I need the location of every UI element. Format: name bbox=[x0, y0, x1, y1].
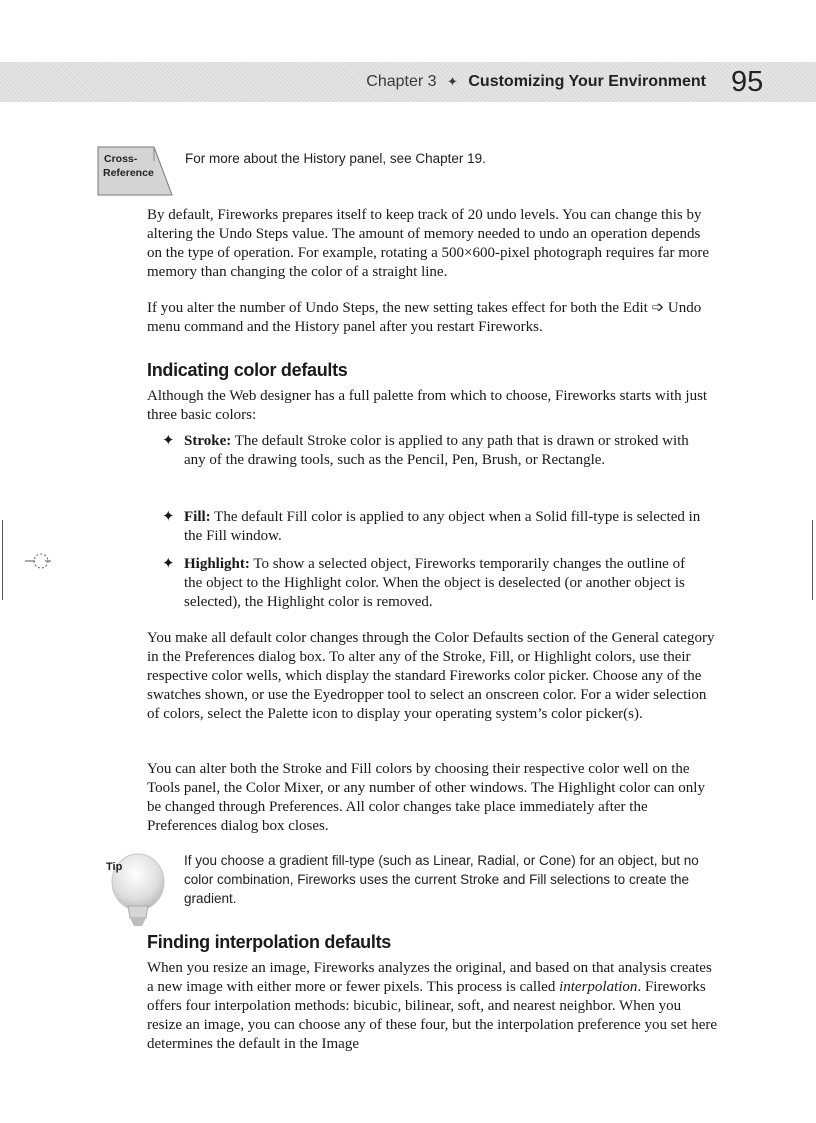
bullet-text: To show a selected object, Fireworks temporarily changes the outline of the object to the Highlight color. When the object is deselected (or another object is selected), the Highlight color is removed. bbox=[184, 556, 686, 610]
cross-reference-label-line1: Cross- bbox=[104, 153, 138, 165]
page-number: 95 bbox=[731, 66, 764, 98]
crop-mark-icon bbox=[25, 548, 51, 574]
chapter-title: Customizing Your Environment bbox=[468, 73, 706, 90]
bullet-term: Fill: bbox=[184, 509, 211, 525]
heading-interpolation-defaults: Finding interpolation defaults bbox=[147, 932, 391, 952]
cross-reference-label-line2: Reference bbox=[103, 167, 154, 179]
tip-lightbulb-icon bbox=[104, 850, 174, 932]
bullet-text: The default Stroke color is applied to any path that is drawn or stroked with any of the drawing tools, such as the Pencil, Pen, Brush, or Rectangle. bbox=[184, 433, 689, 468]
diamond-separator-icon: ✦ bbox=[447, 74, 458, 89]
heading-color-defaults: Indicating color defaults bbox=[147, 360, 348, 380]
tip-text: If you choose a gradient fill-type (such as Linear, Radial, or Cone) for an object, but no color combination, Fireworks uses the current Stroke and Fill selections to create the gradient. bbox=[184, 853, 699, 906]
cross-reference-icon bbox=[96, 143, 174, 199]
interpolation-term: interpolation bbox=[559, 979, 638, 995]
right-margin-rule bbox=[812, 520, 813, 600]
left-margin-rule bbox=[2, 520, 3, 600]
paragraph-interpolation: When you resize an image, Fireworks analyzes the original, and based on that analysis creates a new image with either more or fewer pixels. This process is called interpolation. Fireworks offers four interpolation methods: bicubic, bilinear, soft, and nearest neighbor. When you resize an image, you can choose any of these four, but the interpolation preference you set here determines the default in the Image bbox=[147, 960, 717, 1052]
running-header bbox=[366, 70, 706, 94]
paragraph-color-intro: Although the Web designer has a full palette from which to choose, Fireworks starts with just three basic colors: bbox=[147, 388, 708, 423]
bullet-diamond-icon: ✦ bbox=[162, 509, 175, 525]
bullet-term: Stroke: bbox=[184, 433, 232, 449]
bullet-diamond-icon: ✦ bbox=[162, 556, 175, 572]
chapter-label: Chapter 3 bbox=[366, 73, 437, 90]
paragraph-undo-steps: If you alter the number of Undo Steps, the new setting takes effect for both the Edit ➩ Undo menu command and the History panel after you restart Fireworks. bbox=[147, 300, 702, 335]
bullet-diamond-icon: ✦ bbox=[162, 433, 175, 449]
paragraph-color-defaults: You make all default color changes through the Color Defaults section of the General category in the Preferences dialog box. To alter any of the Stroke, Fill, or Highlight colors, use their respective color wells, which display the standard Fireworks color picker. Choose any of the swatches shown, or use the Eyedropper tool to select an onscreen color. For a wider selection of colors, select the Palette icon to display your operating system’s color picker(s). bbox=[147, 630, 715, 722]
bullet-text: The default Fill color is applied to any object when a Solid fill-type is selected in the Fill window. bbox=[184, 509, 701, 544]
paragraph-undo-levels: By default, Fireworks prepares itself to keep track of 20 undo levels. You can change this by altering the Undo Steps value. The amount of memory needed to undo an operation depends on the type of operation. For example, rotating a 500×600-pixel photograph requires far more memory than changing the color of a straight line. bbox=[147, 207, 710, 280]
bullet-stroke bbox=[162, 432, 702, 470]
bullet-fill bbox=[162, 508, 702, 546]
cross-reference-text: For more about the History panel, see Chapter 19. bbox=[185, 151, 486, 166]
paragraph-alter-colors: You can alter both the Stroke and Fill colors by choosing their respective color well on the Tools panel, the Color Mixer, or any number of other windows. The Highlight color can only be changed through Preferences. All color changes take place immediately after the Preferences dialog box closes. bbox=[147, 761, 705, 834]
tip-label: Tip bbox=[106, 861, 123, 873]
bullet-highlight bbox=[162, 555, 702, 612]
bullet-term: Highlight: bbox=[184, 556, 250, 572]
